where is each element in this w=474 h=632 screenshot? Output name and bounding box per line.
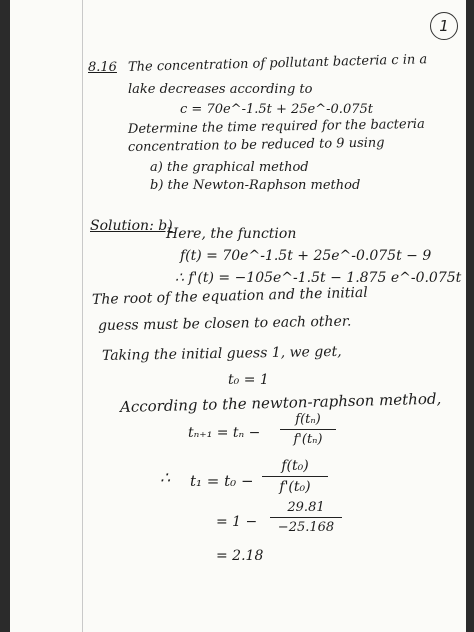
question-line-1: The concentration of pollutant bacteria c in a (127, 52, 428, 75)
solution-text-4: According to the newton-raphson method, (119, 389, 442, 416)
function-equation: f(t) = 70e^-1.5t + 25e^-0.075t − 9 (180, 248, 432, 264)
initial-guess: t₀ = 1 (228, 372, 269, 388)
fraction-bar (270, 517, 342, 518)
t1-lhs: t₁ = t₀ − (190, 472, 254, 490)
question-line-2: lake decreases according to (128, 82, 313, 97)
calc-fraction (270, 500, 342, 535)
t1-numerator: f(t₀) (281, 458, 309, 474)
question-line-3: Determine the time required for the bacteria (127, 116, 425, 137)
newton-raphson-fraction (280, 412, 336, 447)
question-part-a: a) the graphical method (150, 160, 309, 175)
nr-denominator: f'(tₙ) (293, 432, 323, 447)
solution-text-3: Taking the initial guess 1, we get, (101, 343, 342, 364)
result: = 2.18 (216, 548, 264, 564)
solution-text-1: The root of the equation and the initial (91, 284, 368, 308)
fraction-bar (280, 429, 336, 430)
notebook-page (10, 0, 466, 632)
solution-text-2: guess must be closen to each other. (97, 313, 352, 334)
newton-raphson-lhs: tₙ₊₁ = tₙ − (188, 425, 261, 441)
calc-lhs: = 1 − (216, 514, 258, 530)
derivative-equation: ∴ f'(t) = −105e^-1.5t − 1.875 e^-0.075t (175, 270, 462, 286)
calc-denominator: −25.168 (277, 520, 335, 535)
question-part-b: b) the Newton-Raphson method (150, 178, 361, 193)
solution-label: Solution: b) (90, 218, 173, 234)
therefore-symbol: ∴ (160, 468, 171, 487)
question-line-4: concentration to be reduced to 9 using (127, 135, 385, 155)
t1-denominator: f'(t₀) (279, 479, 311, 495)
page-number-badge: 1 (430, 12, 458, 40)
t1-fraction (262, 458, 328, 495)
nr-numerator: f(tₙ) (295, 412, 321, 427)
margin-line (82, 0, 83, 632)
solution-intro: Here, the function (166, 226, 297, 242)
concentration-equation: c = 70e^-1.5t + 25e^-0.075t (180, 102, 373, 117)
fraction-bar (262, 476, 328, 477)
question-number: 8.16 (88, 60, 117, 75)
calc-numerator: 29.81 (287, 500, 325, 515)
